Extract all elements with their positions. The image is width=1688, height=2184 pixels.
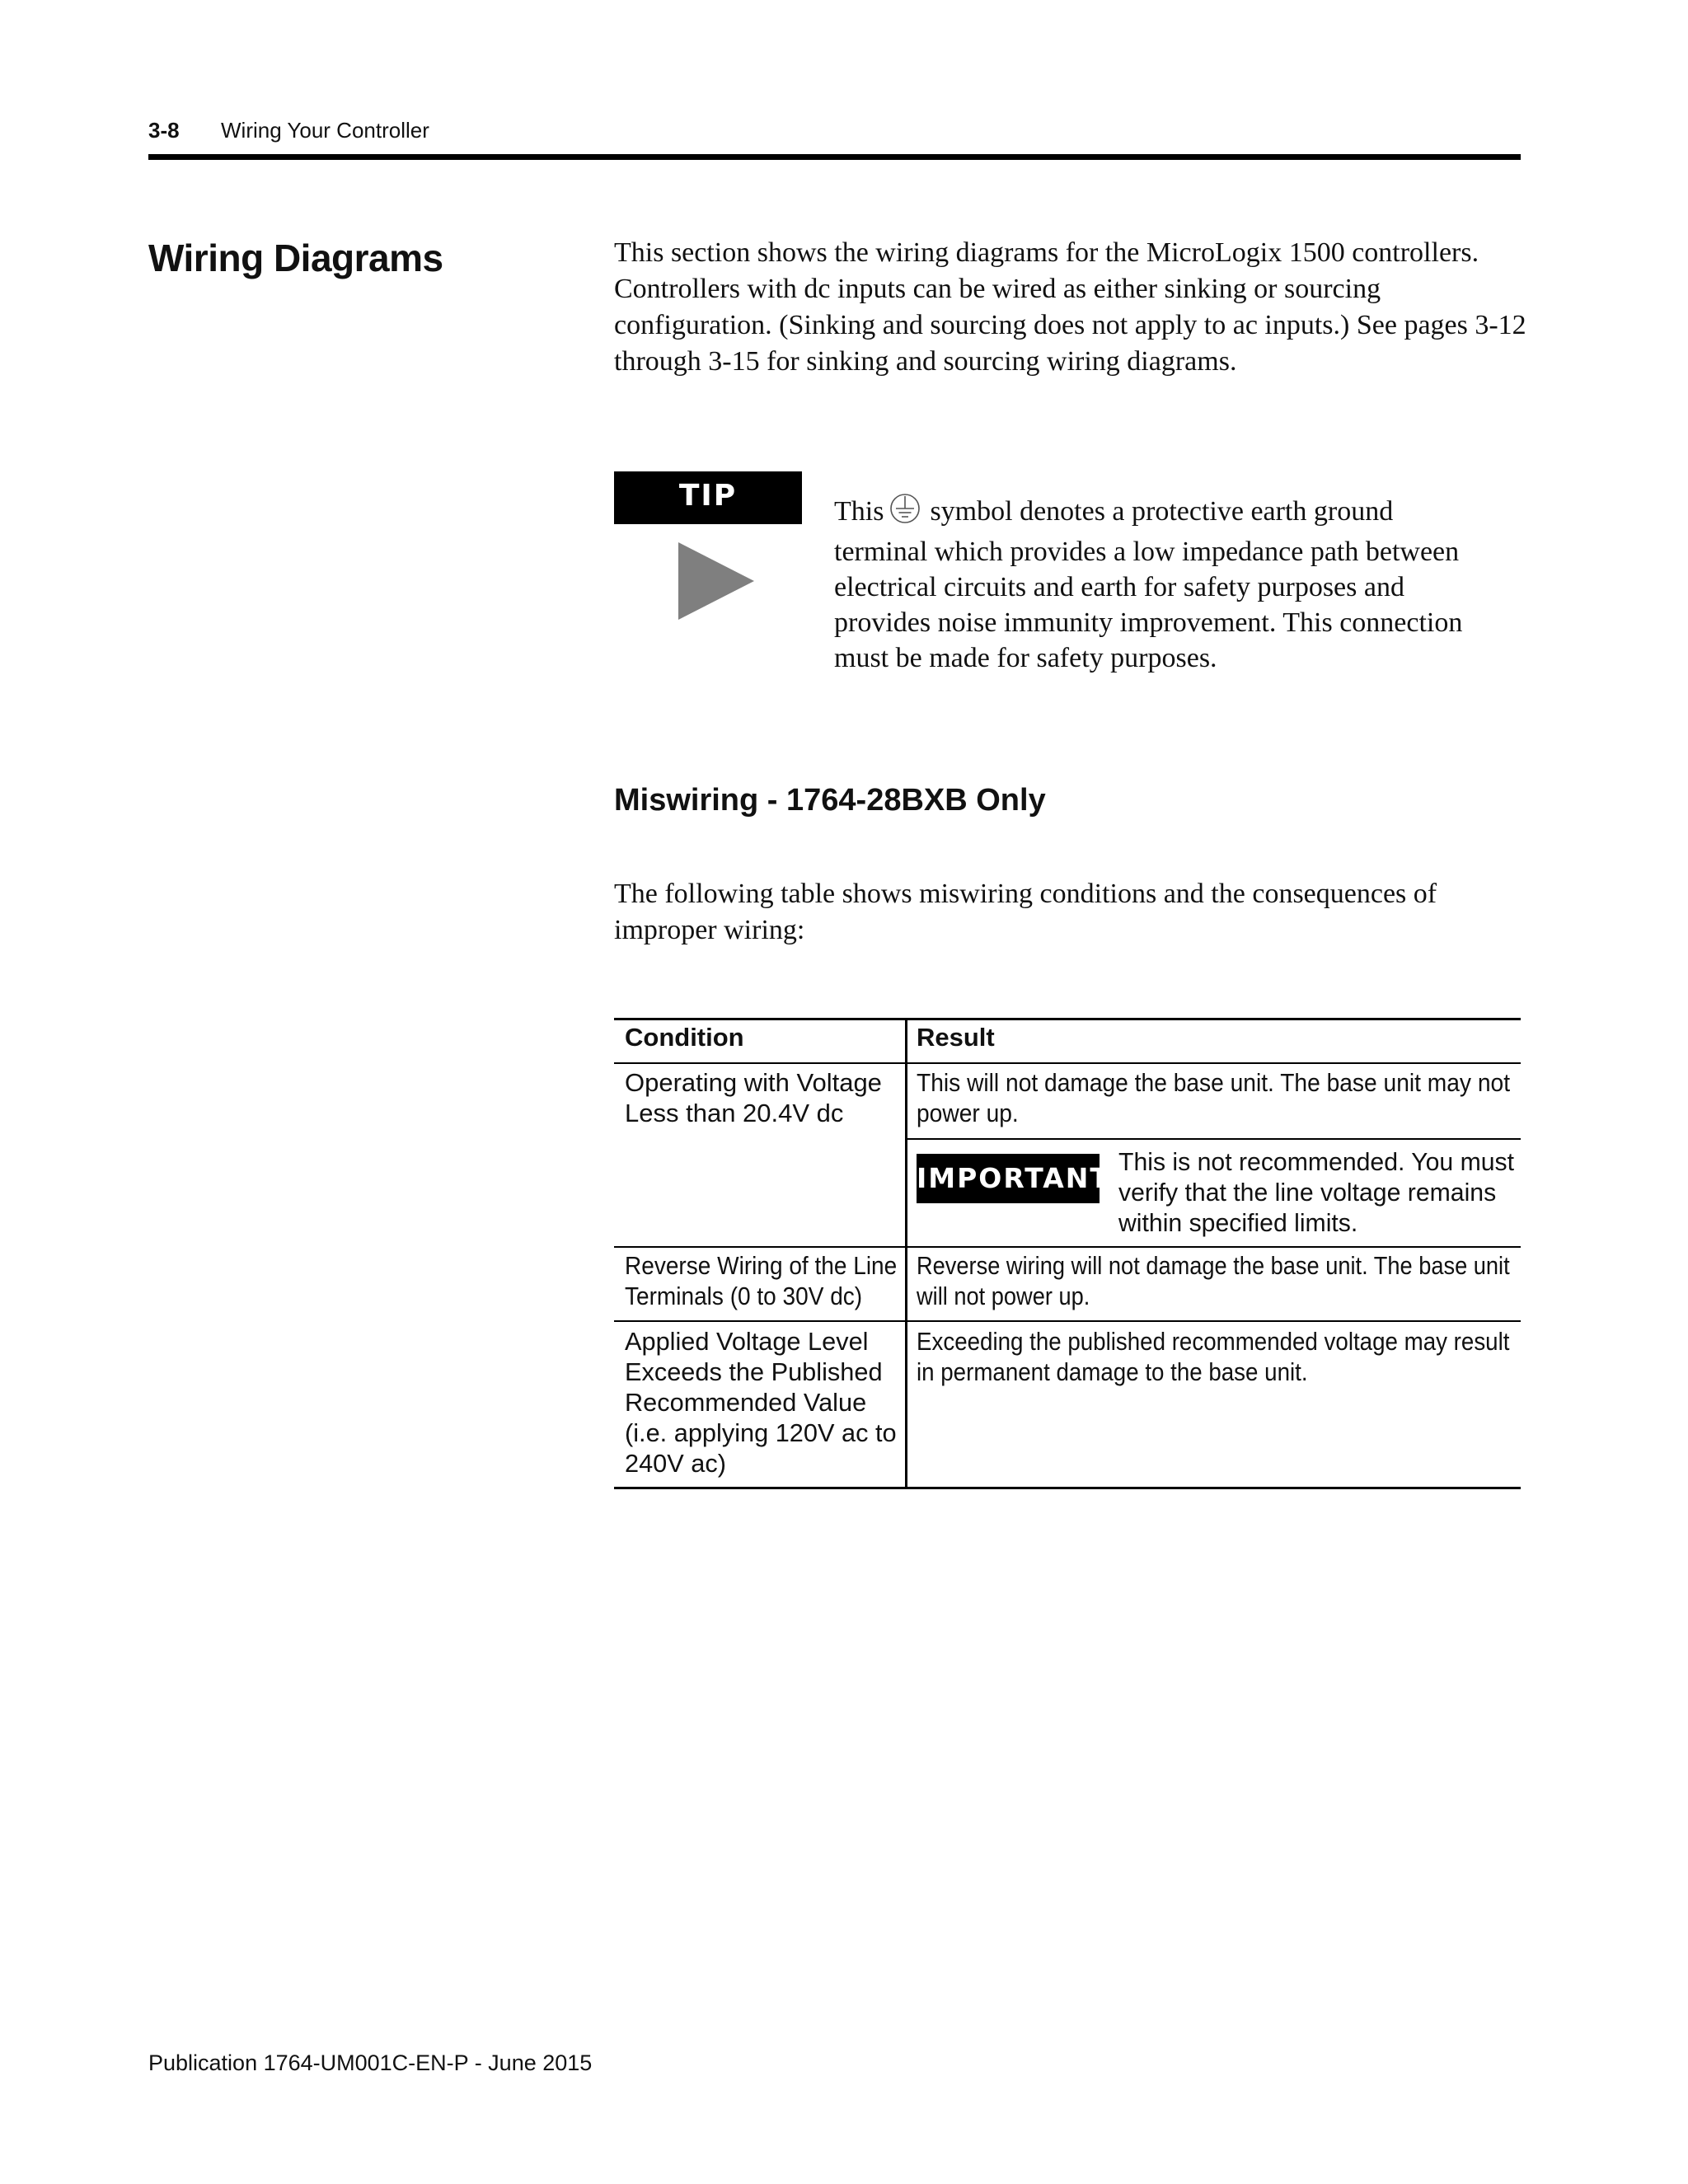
cell-line: Less than 20.4V dc	[625, 1099, 844, 1127]
table-result-subrule	[906, 1138, 1521, 1140]
subsection-title: Miswiring - 1764-28BXB Only	[614, 783, 1046, 818]
section-intro: This section shows the wiring diagrams for the MicroLogix 1500 controllers. Controllers with dc inputs can be wired as either sinking or sourcing configuration. (Sinking and sourcing does not apply to ac inputs.) See pages 3-12 through 3-15 for sinking and sourcing wiring diagrams.	[614, 237, 1526, 377]
table-cell-result	[917, 1067, 1510, 1128]
important-badge: IMPORTANT	[917, 1154, 1100, 1203]
cell-line: power up.	[917, 1099, 1019, 1127]
table-cell-result	[917, 1326, 1509, 1387]
table-cell-condition	[625, 1326, 897, 1479]
cell-line: will not power up.	[917, 1282, 1090, 1310]
tip-text-lead: This	[834, 496, 884, 527]
important-text	[1118, 1146, 1514, 1238]
tip-badge: TIP	[614, 471, 802, 524]
cell-line: verify that the line voltage remains	[1118, 1178, 1497, 1207]
cell-line: Reverse Wiring of the Line	[625, 1251, 898, 1280]
table-header-rule	[614, 1062, 1521, 1064]
header-rule	[148, 154, 1521, 160]
table-row-rule	[614, 1320, 1521, 1322]
cell-line: (i.e. applying 120V ac to	[625, 1418, 897, 1447]
cell-line: Exceeds the Published	[625, 1357, 883, 1386]
table-column-divider	[905, 1018, 907, 1489]
cell-line: Reverse wiring will not damage the base unit. The base unit	[917, 1251, 1510, 1280]
table-cell-condition	[625, 1250, 897, 1311]
table-header-result: Result	[917, 1023, 995, 1052]
cell-line: within specified limits.	[1118, 1208, 1358, 1237]
table-cell-condition	[625, 1067, 882, 1128]
tip-arrow-icon	[678, 542, 754, 620]
tip-text-body: symbol denotes a protective earth ground terminal which provides a low impedance path between electrical circuits and earth for safety purposes and provides noise immunity improvement. This connection must be made for safety purposes.	[834, 496, 1463, 673]
cell-line: This will not damage the base unit. The base unit may not	[917, 1068, 1511, 1097]
table-cell-result	[917, 1250, 1510, 1311]
chapter-title: Wiring Your Controller	[221, 118, 429, 143]
footer-publication: Publication 1764-UM001C-EN-P - June 2015	[148, 2050, 593, 2075]
protective-earth-ground-icon	[889, 492, 921, 534]
cell-line: Applied Voltage Level	[625, 1327, 869, 1356]
cell-line: in permanent damage to the base unit.	[917, 1357, 1308, 1386]
table-row-rule	[614, 1246, 1521, 1248]
cell-line: 240V ac)	[625, 1449, 726, 1478]
table-header-condition: Condition	[625, 1023, 744, 1052]
cell-line: Terminals (0 to 30V dc)	[625, 1282, 863, 1310]
cell-line: Recommended Value	[625, 1388, 867, 1417]
table-intro: The following table shows miswiring conditions and the consequences of improper wiring:	[614, 879, 1437, 945]
cell-line: Operating with Voltage	[625, 1068, 882, 1097]
tip-text	[834, 492, 1493, 676]
table-bottom-rule	[614, 1487, 1521, 1489]
cell-line: This is not recommended. You must	[1118, 1147, 1514, 1176]
page-number: 3-8	[148, 118, 180, 143]
cell-line: Exceeding the published recommended voltage may result	[917, 1327, 1510, 1356]
table-top-rule	[614, 1018, 1521, 1020]
section-title: Wiring Diagrams	[148, 237, 443, 279]
